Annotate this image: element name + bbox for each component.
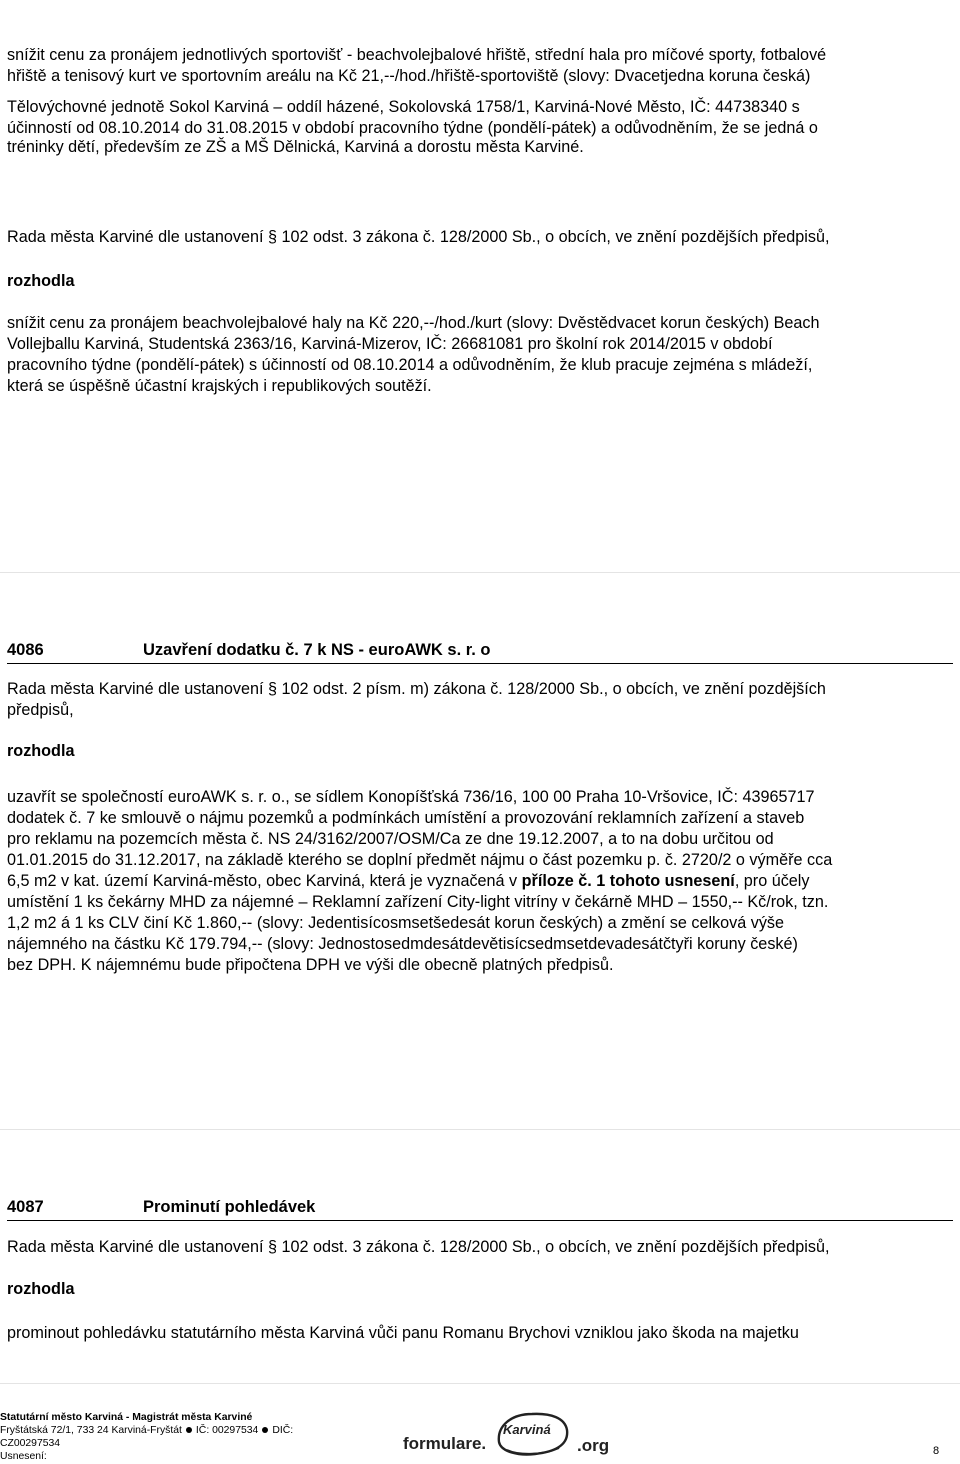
section-separator xyxy=(0,1129,960,1130)
text-line xyxy=(7,871,955,892)
footer-ic: IČ: 00297534 xyxy=(195,1425,259,1436)
item-title: Uzavření dodatku č. 7 k NS - euroAWK s. r. o xyxy=(143,641,491,659)
item-number: 4086 xyxy=(7,641,44,659)
bullet-icon xyxy=(186,1427,192,1433)
text-line: pro reklamu na pozemcích města č. NS 24/3162/2007/OSM/Ca ze dne 19.12.2007, a to na dobu určitou od xyxy=(7,830,774,848)
text-line: Vollejballu Karviná, Studentská 2363/16, Karviná-Mizerov, IČ: 26681081 pro školní rok 2014/2015 v období xyxy=(7,335,773,353)
text-line: uzavřít se společností euroAWK s. r. o., se sídlem Konopíšťská 736/16, 100 00 Praha 10-Vršovice, IČ: 43965717 xyxy=(7,788,815,806)
legal-preamble: Rada města Karviné dle ustanovení § 102 odst. 2 písm. m) zákona č. 128/2000 Sb., o obcích, ve znění pozdějších xyxy=(7,680,826,698)
footer-organization: Statutární město Karviná - Magistrát města Karviné xyxy=(0,1412,253,1423)
title-rule xyxy=(7,663,953,664)
item-title: Prominutí pohledávek xyxy=(143,1198,316,1216)
section-separator xyxy=(0,1383,960,1384)
footer-usneseni: Usnesení: xyxy=(0,1451,47,1462)
section-separator xyxy=(0,572,960,573)
item-number: 4087 xyxy=(7,1198,44,1216)
logo-text: formulare. xyxy=(403,1434,487,1453)
footer-dic-value: CZ00297534 xyxy=(0,1438,61,1449)
text-line: snížit cenu za pronájem beachvolejbalové haly na Kč 220,--/hod./kurt (slovy: Dvěstědvacet korun českých) Beach xyxy=(7,314,820,332)
text-line: snížit cenu za pronájem jednotlivých sportovišť - beachvolejbalové hřiště, střední hala pro míčové sporty, fotbalové xyxy=(7,46,827,64)
text-line: účinností od 08.10.2014 do 31.08.2015 v období pracovního týdne (pondělí-pátek) a odůvodněním, že se jedná o xyxy=(7,119,818,137)
text-line: dodatek č. 7 ke smlouvě o nájmu pozemků a podmínkách umístění a provozování reklamních zařízení a staveb xyxy=(7,809,805,827)
text-line: bez DPH. K nájemnému bude připočtena DPH ve výši dle obecně platných předpisů. xyxy=(7,956,614,974)
text-line: prominout pohledávku statutárního města Karviná vůči panu Romanu Brychovi vzniklou jako škoda na majetku xyxy=(7,1324,799,1342)
title-rule xyxy=(7,1220,953,1221)
text-run: 6,5 m2 v kat. území Karviná-město, obec Karviná, která je vyznačená v xyxy=(7,872,522,890)
legal-preamble: Rada města Karviné dle ustanovení § 102 odst. 3 zákona č. 128/2000 Sb., o obcích, ve znění pozdějších předpisů, xyxy=(7,228,830,246)
formulare-logo xyxy=(403,1408,613,1460)
logo-suffix: .org xyxy=(577,1436,610,1455)
footer-address-line xyxy=(0,1424,293,1437)
page-number: 8 xyxy=(933,1445,940,1457)
text-run: , pro účely xyxy=(734,872,810,890)
decided-label: rozhodla xyxy=(7,742,75,760)
attachment-reference: příloze č. 1 tohoto usnesení xyxy=(521,872,735,890)
text-line: hřiště a tenisový kurt ve sportovním areálu na Kč 21,--/hod./hřiště-sportoviště (slovy: Dvacetjedna koruna česká) xyxy=(7,67,811,85)
text-line: pracovního týdne (pondělí-pátek) s účinností od 08.10.2014 a odůvodněním, že klub pracuje zejména s mládeží, xyxy=(7,356,813,374)
footer-address: Fryštátská 72/1, 733 24 Karviná-Fryštát xyxy=(0,1425,182,1436)
decided-label: rozhodla xyxy=(7,272,75,290)
decided-label: rozhodla xyxy=(7,1280,75,1298)
text-line: 1,2 m2 á 1 ks CLV činí Kč 1.860,-- (slovy: Jedentisícosmsetšedesát korun českých) a změní se celková výše xyxy=(7,914,785,932)
legal-preamble: předpisů, xyxy=(7,701,74,719)
text-line: která se úspěšně účastní krajských i republikových soutěží. xyxy=(7,377,432,395)
text-line: Tělovýchovné jednotě Sokol Karviná – oddíl házené, Sokolovská 1758/1, Karviná-Nové Město, IČ: 44738340 s xyxy=(7,98,800,116)
text-line: tréninky dětí, především ze ZŠ a MŠ Dělnická, Karviná a dorostu města Karviné. xyxy=(7,138,584,156)
text-line: 01.01.2015 do 31.12.2017, na základě kterého se doplní předmět nájmu o část pozemku p. č. 2720/2 o výměře cca xyxy=(7,851,833,869)
legal-preamble: Rada města Karviné dle ustanovení § 102 odst. 3 zákona č. 128/2000 Sb., o obcích, ve znění pozdějších předpisů, xyxy=(7,1238,830,1256)
bullet-icon xyxy=(262,1427,268,1433)
footer-dic-label: DIČ: xyxy=(272,1425,294,1436)
logo-brand-text: Karviná xyxy=(503,1422,551,1437)
text-line: nájemného na částku Kč 179.794,-- (slovy: Jednostosedmdesátdevětisícsedmsetdevadesátčtyři koruny české) xyxy=(7,935,798,953)
text-line: umístění 1 ks čekárny MHD za nájemné – Reklamní zařízení City-light vitríny v čekárně MHD – 1550,-- Kč/rok, tzn. xyxy=(7,893,829,911)
